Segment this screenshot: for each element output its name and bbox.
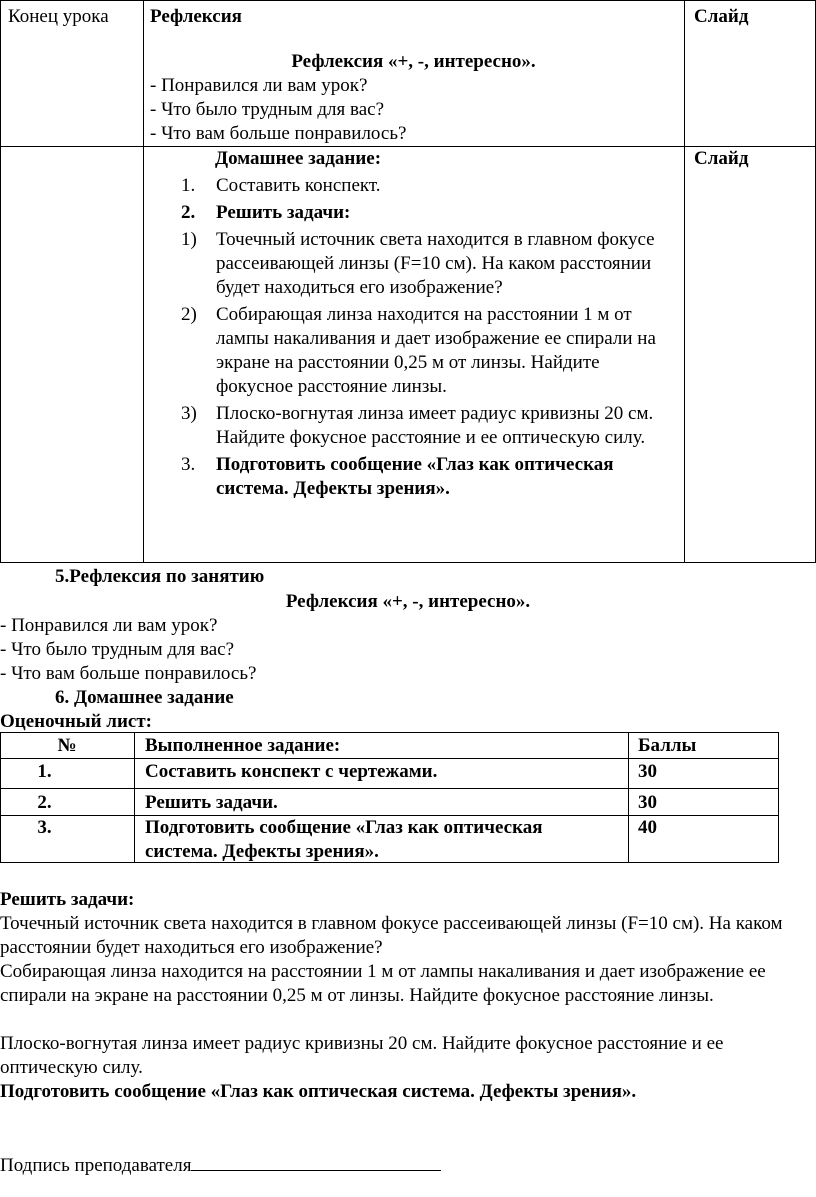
tasks-heading: Решить задачи: — [0, 889, 135, 910]
homework-item: 2) Собирающая линза находится на расстоянии 1 м от лампы накаливания и дает изображение ее спирали на экране на расстоянии 0,25 м от линзы. Найдите фокусное расстояние линзы. — [181, 304, 656, 397]
grade-sheet-label: Оценочный лист: — [0, 711, 153, 732]
row1-question-2: - Что было трудным для вас? — [150, 99, 385, 120]
homework-item: 3. Подготовить сообщение «Глаз как оптическая система. Дефекты зрения». — [181, 454, 614, 499]
grade-row-points: 30 — [638, 761, 657, 782]
signature-label: Подпись преподавателя — [0, 1155, 192, 1176]
task-paragraph-2: Собирающая линза находится на расстоянии 1 м от лампы накаливания и дает изображение ее спирали на экране на расстоянии 0,25 м от линзы. Найдите фокусное расстояние линзы. — [0, 961, 766, 1006]
grade-header-points: Баллы — [638, 735, 697, 756]
signature-line[interactable] — [191, 1152, 441, 1171]
teacher-signature — [0, 1152, 441, 1178]
stage-cell: Конец урока — [8, 6, 109, 27]
task-paragraph-3: Плоско-вогнутая линза имеет радиус кривизны 20 см. Найдите фокусное расстояние и ее оптическую силу. — [0, 1033, 724, 1078]
row1-title: Рефлексия — [150, 6, 242, 27]
grade-row-points: 30 — [638, 792, 657, 813]
section5-question-2: - Что было трудным для вас? — [0, 639, 235, 660]
row1-center-title: Рефлексия «+, -, интересно». — [291, 51, 536, 72]
grade-row-task: Подготовить сообщение «Глаз как оптическая система. Дефекты зрения». — [145, 817, 543, 862]
homework-title: Домашнее задание: — [215, 148, 382, 169]
row2-slide: Слайд — [694, 148, 749, 169]
task-paragraph-4: Подготовить сообщение «Глаз как оптическая система. Дефекты зрения». — [0, 1081, 637, 1102]
grade-row-num: 2. — [37, 792, 52, 813]
section5-question-3: - Что вам больше понравилось? — [0, 663, 257, 684]
grade-row-num: 3. — [37, 817, 52, 838]
grade-row-num: 1. — [37, 761, 52, 782]
grade-row-points: 40 — [638, 817, 657, 838]
task-paragraph-1: Точечный источник света находится в главном фокусе рассеивающей линзы (F=10 см). На каком расстоянии будет находиться его изображение? — [0, 913, 783, 958]
grade-header-num: № — [57, 735, 77, 756]
homework-item: 1) Точечный источник света находится в главном фокусе рассеивающей линзы (F=10 см). На каком расстоянии будет находиться его изображение? — [181, 229, 655, 298]
grade-row-task: Составить конспект с чертежами. — [145, 761, 438, 782]
homework-item: 2. Решить задачи: — [181, 202, 351, 223]
grade-header-task: Выполненное задание: — [145, 735, 341, 756]
homework-item: 1. Составить конспект. — [181, 175, 381, 196]
row1-slide: Слайд — [694, 6, 749, 27]
row1-question-1: - Понравился ли вам урок? — [150, 75, 368, 96]
section5-question-1: - Понравился ли вам урок? — [0, 615, 218, 636]
homework-item: 3) Плоско-вогнутая линза имеет радиус кривизны 20 см. Найдите фокусное расстояние и ее оптическую силу. — [181, 403, 654, 448]
section5-heading: 5.Рефлексия по занятию — [55, 566, 265, 587]
homework-list — [181, 174, 681, 501]
row1-question-3: - Что вам больше понравилось? — [150, 123, 407, 144]
grade-row-task: Решить задачи. — [145, 792, 278, 813]
section5-center-title: Рефлексия «+, -, интересно». — [285, 591, 531, 612]
section6-heading: 6. Домашнее задание — [55, 687, 234, 708]
